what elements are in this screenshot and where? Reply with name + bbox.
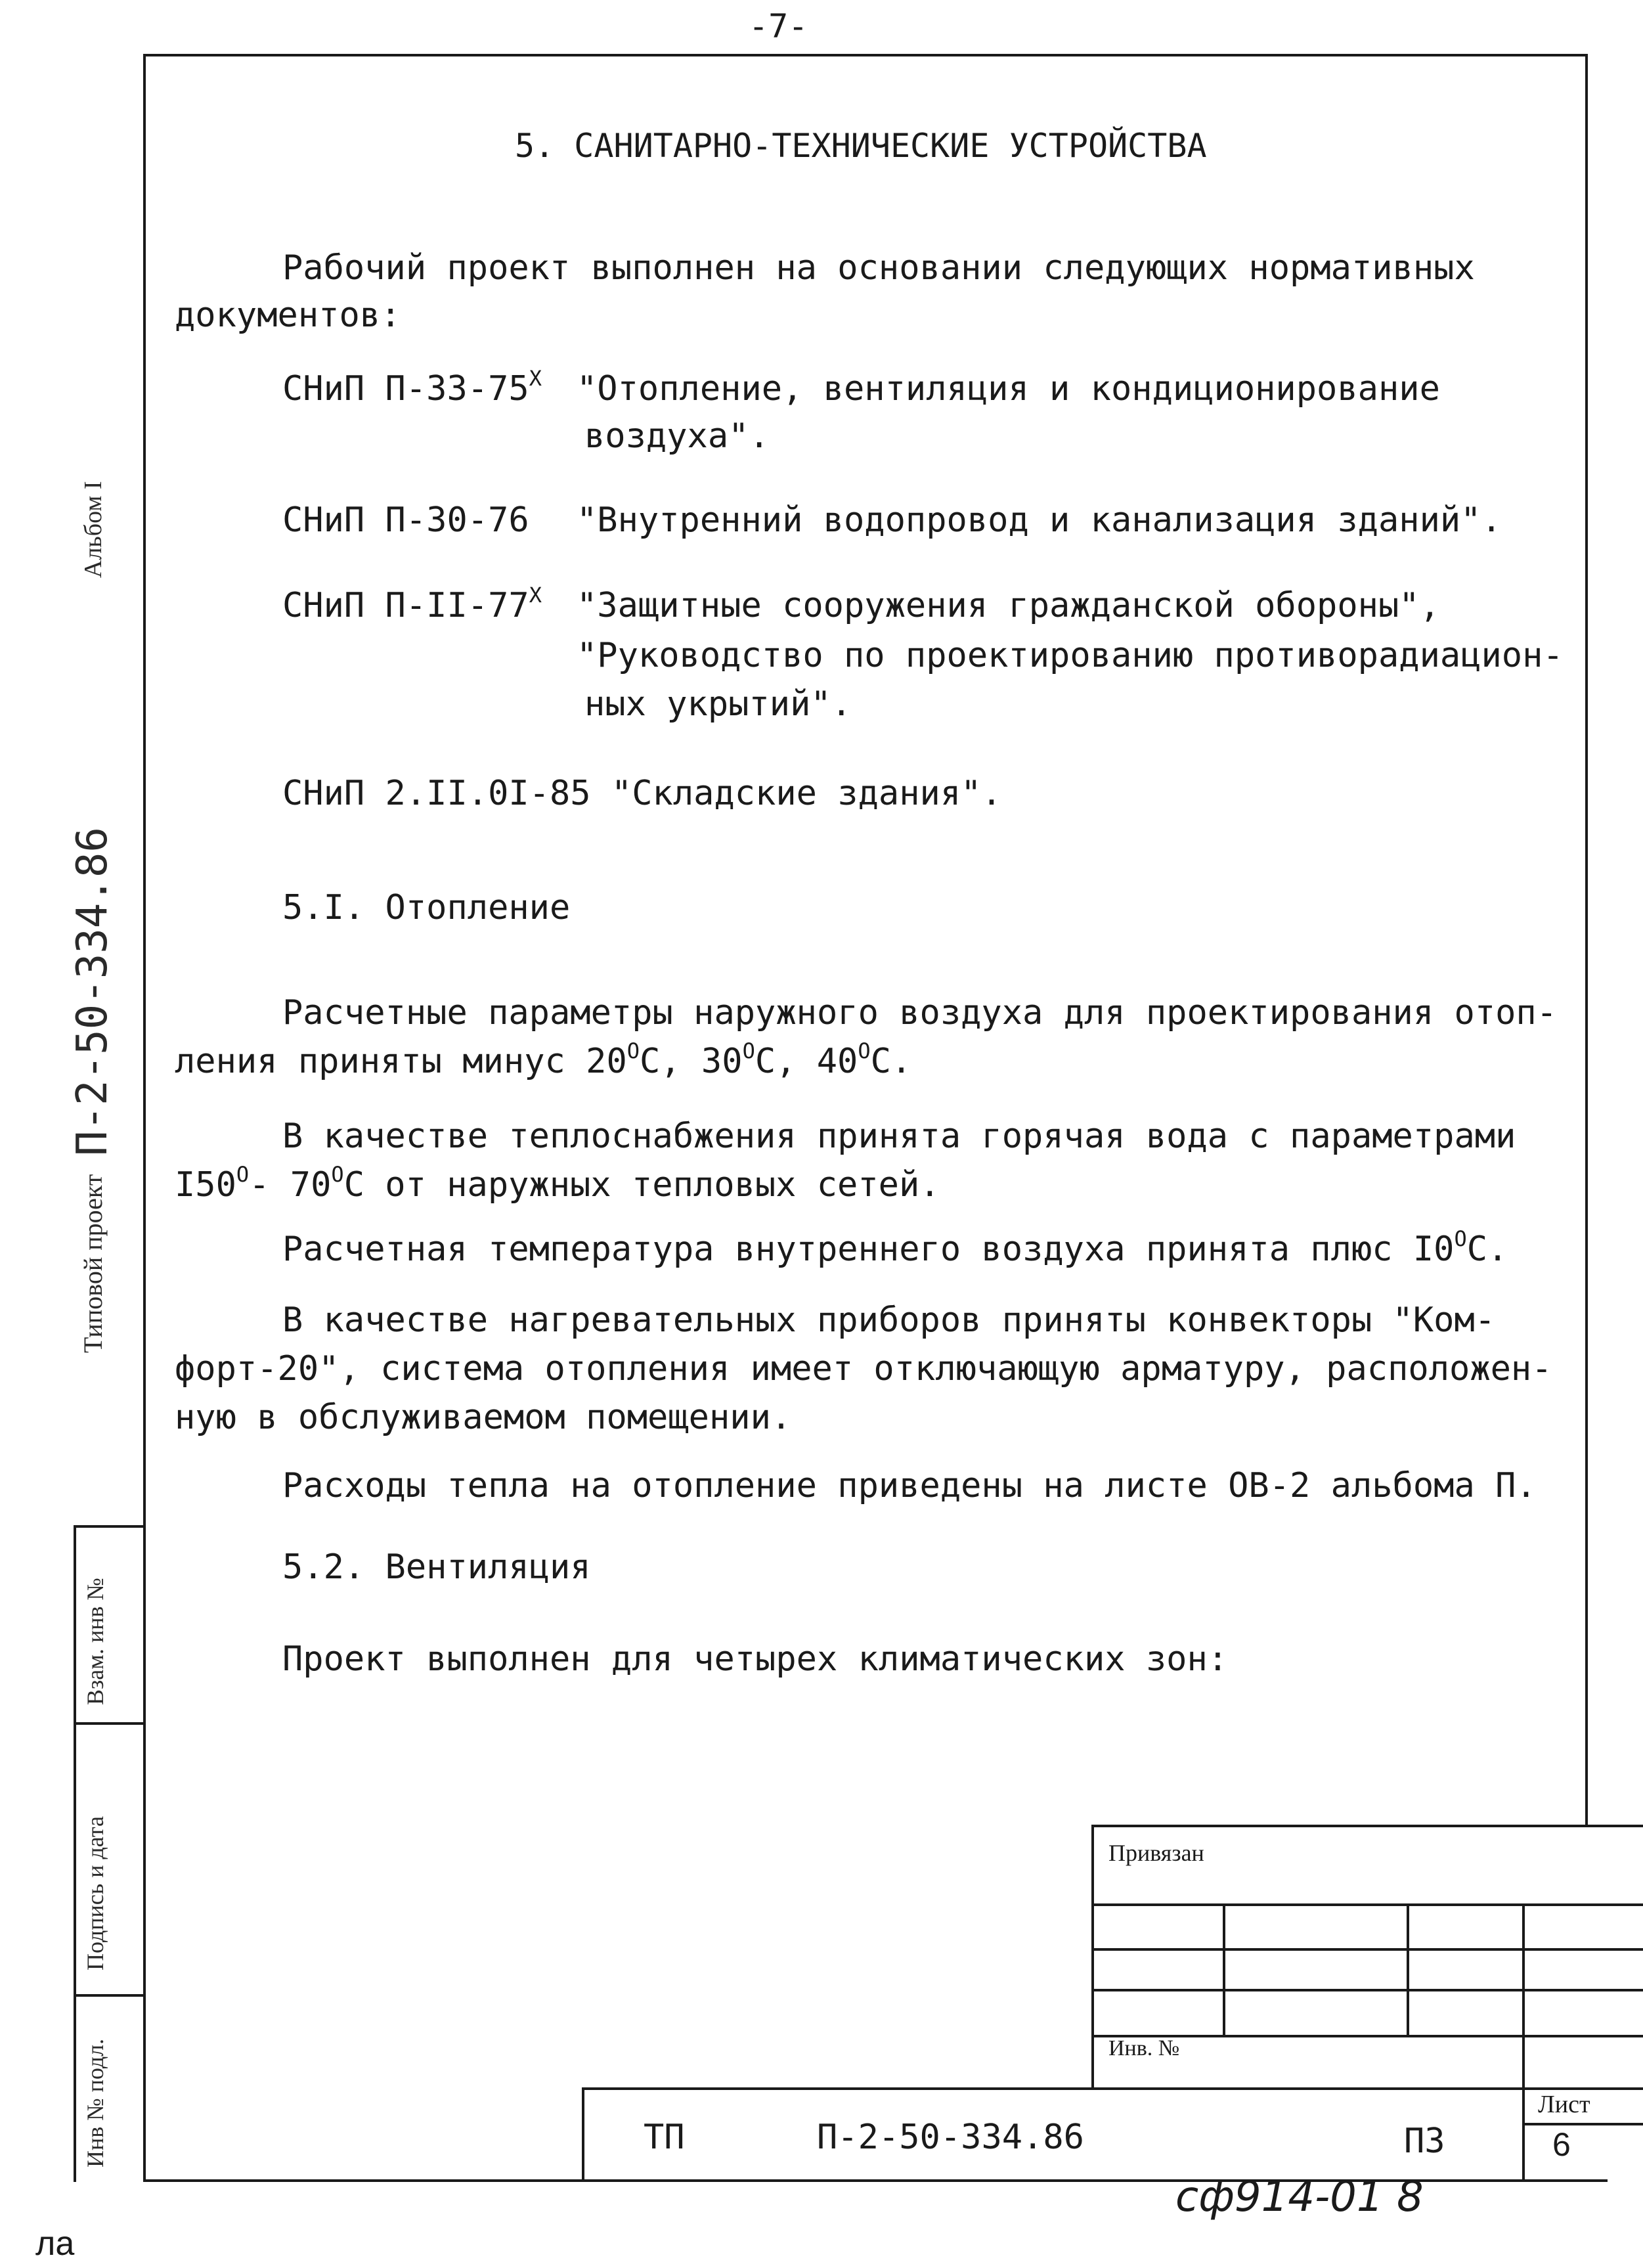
norm-3-title-1: "Защитные сооружения гражданской обороны", [577,586,1440,625]
stamp-list-value: 6 [1552,2126,1571,2163]
norm-1-code-text: СНиП П-33-75 [282,369,529,409]
intro-line-2: документов: [175,296,401,335]
heating-p1-line1: Расчетные параметры наружного воздуха для проектирования отоп- [282,993,1558,1033]
heating-p3 [282,1226,1508,1273]
margin-divider-3 [74,1994,144,1997]
heating-p3-text: Расчетная температура внутреннего воздуха принята плюс I0 [282,1230,1455,1269]
margin-divider-2 [74,1722,144,1725]
degree-3: О [858,1038,871,1063]
heating-p1-a: ления приняты минус 20 [175,1042,627,1081]
stamp-doc: ПЗ [1404,2122,1445,2161]
stamp-tp: ТП [644,2118,685,2157]
degree-1: О [626,1038,640,1063]
degree-5: О [331,1161,344,1187]
side-inv-podl: Инв № подл. [82,2038,108,2168]
norm-3-code-text: СНиП П-II-77 [282,586,529,625]
norm-3-sup: Х [529,582,542,608]
norm-4: СНиП 2.II.0I-85 "Складские здания". [282,774,1002,813]
stamp-col-2 [1407,1903,1409,2035]
frame-right-line [1585,54,1588,1827]
heating-p2-b: - 70 [249,1165,332,1205]
norm-1-title-2: воздуха". [584,416,770,456]
heating-p3-end: С. [1466,1230,1508,1269]
stamp-row-2 [1091,1948,1643,1951]
heating-p1-line2 [175,1038,911,1085]
heating-p4-line2: форт-20", система отопления имеет отключающую арматуру, расположен- [175,1349,1552,1389]
stamp-row-3 [1091,1989,1643,1991]
stamp-privyazan: Привязан [1108,1840,1204,1866]
title-block-left [582,2087,584,2182]
heating-p1-b: С, 30 [640,1042,743,1081]
page-number: -7- [749,7,808,45]
degree-6: О [1454,1226,1467,1251]
footer-fragment: ла [35,2225,75,2263]
section-heading: 5. САНИТАРНО-ТЕХНИЧЕСКИЕ УСТРОЙСТВА [515,127,1207,165]
norm-3-title-2: "Руководство по проектированию противорадиацион- [577,636,1564,675]
norm-1-code [282,365,542,412]
side-project-label: Типовой проект [78,1174,108,1353]
heating-p1-d: С. [870,1042,912,1081]
heating-p4-line1: В качестве нагревательных приборов приняты конвекторы "Ком- [282,1301,1496,1340]
stamp-left-line [1091,1825,1094,2090]
heating-title: 5.I. Отопление [282,888,571,927]
list-divider [1522,2123,1643,2125]
heating-p5: Расходы тепла на отопление приведены на листе ОВ-2 альбома П. [282,1466,1537,1505]
norm-2-title: "Внутренний водопровод и канализация зданий". [577,500,1502,540]
margin-top-divider [74,1525,144,1528]
heating-p2-line1: В качестве теплоснабжения принята горячая вода с параметрами [282,1117,1516,1156]
intro-line-1: Рабочий проект выполнен на основании следующих нормативных [282,248,1475,288]
stamp-col-1 [1223,1903,1225,2035]
side-vzam-inv: Взам. инв № [82,1578,108,1705]
frame-top-line [143,54,1588,56]
stamp-inv-no: Инв. № [1108,2036,1180,2060]
norm-3-code [282,582,542,629]
norm-1-sup: Х [529,365,542,391]
stamp-row-1 [1091,1903,1643,1906]
side-podpis-data: Подпись и дата [82,1816,108,1970]
margin-column-line [74,1525,76,2182]
norm-1-title-1: "Отопление, вентиляция и кондиционирование [577,369,1440,409]
heating-p4-line3: ную в обслуживаемом помещении. [175,1398,792,1437]
heating-p2-line2 [175,1161,940,1209]
ventilation-p1: Проект выполнен для четырех климатических зон: [282,1639,1229,1679]
heating-p2-c: С от наружных тепловых сетей. [343,1165,940,1205]
degree-2: О [742,1038,755,1063]
ventilation-title: 5.2. Вентиляция [282,1547,591,1587]
side-project-code: П-2-50-334.86 [68,827,117,1156]
side-album: Альбом I [79,481,107,578]
stamp-top-line [1091,1825,1643,1827]
stamp-col-3 [1522,1903,1525,2179]
degree-4: О [236,1161,250,1187]
heating-p1-c: С, 40 [755,1042,858,1081]
norm-2-code: СНиП П-30-76 [282,500,529,540]
frame-left-line [143,54,146,2182]
handwritten-code: сф914-01 8 [1175,2173,1424,2221]
heating-p2-a: I50 [175,1165,236,1205]
stamp-code: П-2-50-334.86 [817,2118,1084,2157]
title-block-top [582,2087,1643,2090]
norm-3-title-3: ных укрытий". [584,684,852,724]
stamp-list-label: Лист [1538,2091,1590,2118]
